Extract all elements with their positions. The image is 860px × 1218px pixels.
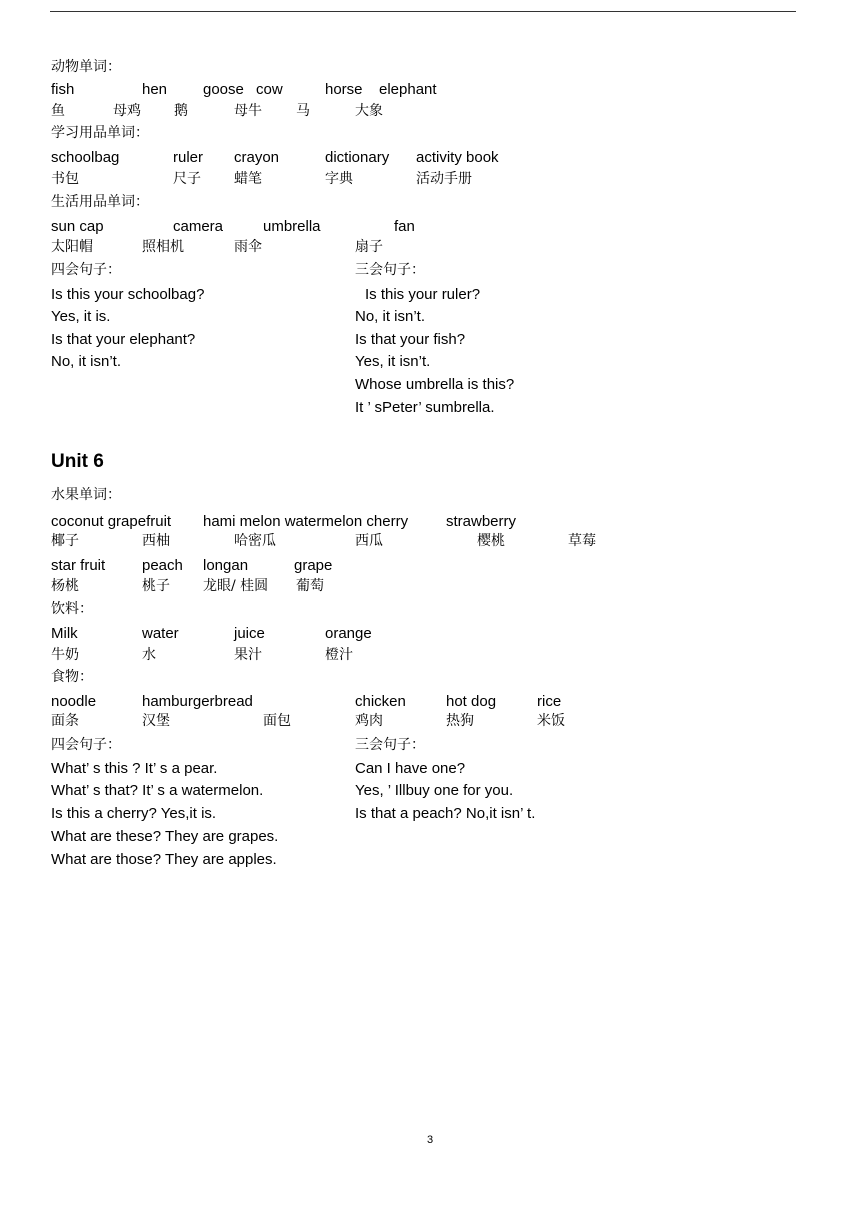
four-skill-sentence: Is this a cherry? Yes,it is.: [51, 805, 217, 822]
food-heading: 食物：: [51, 669, 93, 685]
three-skill-sentence: Is that a peach? No,it isn’ t.: [355, 805, 536, 822]
word-rice: rice: [537, 693, 562, 710]
school-supplies-heading: 学习用品单词：: [51, 125, 149, 141]
meaning-hami-melon: 哈密瓜: [234, 533, 276, 549]
meaning-crayon: 蜡笔: [234, 171, 262, 187]
word-crayon: crayon: [234, 149, 280, 166]
three-skill-sentence: It ’ sPeter’ sumbrella.: [355, 399, 495, 416]
four-skill-sentence: Is that your elephant?: [51, 331, 196, 348]
meaning-cow: 母牛: [234, 103, 262, 119]
meaning-horse: 马: [296, 103, 310, 119]
word-orange: orange: [325, 625, 372, 642]
three-skill-sentence: Can I have one?: [355, 760, 466, 777]
word-grape: grape: [294, 557, 333, 574]
word-schoolbag: schoolbag: [51, 149, 120, 166]
four-skill-sentence: What’ s that? It’ s a watermelon.: [51, 782, 264, 799]
fruit-words-heading: 水果单词：: [51, 487, 121, 503]
meaning-chicken: 鸡肉: [355, 713, 383, 729]
meaning-watermelon: 西瓜: [355, 533, 383, 549]
meaning-umbrella: 雨伞: [234, 239, 262, 255]
word-water: water: [142, 625, 179, 642]
meaning-hamburger: 汉堡: [142, 713, 170, 729]
word-goose: goose: [203, 81, 244, 98]
meaning-coconut: 椰子: [51, 533, 79, 549]
word-noodle: noodle: [51, 693, 97, 710]
word-activity-book: activity book: [416, 149, 499, 166]
meaning-milk: 牛奶: [51, 647, 79, 663]
word-hen: hen: [142, 81, 168, 98]
word-fish: fish: [51, 81, 75, 98]
word-dictionary: dictionary: [325, 149, 390, 166]
four-skill-sentence: What are these? They are grapes.: [51, 828, 279, 845]
page-number: 3: [427, 1134, 434, 1146]
unit-title: Unit 6: [51, 451, 104, 472]
four-skill-sentence: What’ s this ? It’ s a pear.: [51, 760, 218, 777]
meaning-elephant: 大象: [355, 103, 383, 119]
three-skill-sentence: Yes, ’ Illbuy one for you.: [355, 782, 514, 799]
meaning-dictionary: 字典: [325, 171, 353, 187]
meaning-longan: 龙眼/ 桂圆: [203, 578, 269, 594]
word-star-fruit: star fruit: [51, 557, 106, 574]
animal-words-heading: 动物单词：: [51, 59, 121, 75]
meaning-water: 水: [142, 647, 156, 663]
four-skill-heading: 四会句子：: [51, 262, 121, 278]
meaning-activity-book: 活动手册: [416, 171, 472, 187]
word-hami-melon-watermelon-cherry: hami melon watermelon cherry: [203, 513, 409, 530]
word-strawberry: strawberry: [446, 513, 517, 530]
header-rule: [50, 11, 796, 12]
word-elephant: elephant: [379, 81, 437, 98]
four-skill-sentence: What are those? They are apples.: [51, 851, 277, 868]
three-skill-sentence: Yes, it isn’t.: [355, 353, 431, 370]
word-juice: juice: [234, 625, 265, 642]
meaning-schoolbag: 书包: [51, 171, 79, 187]
meaning-goose: 鹅: [174, 103, 188, 119]
word-cow: cow: [256, 81, 283, 98]
three-skill-sentence: Is that your fish?: [355, 331, 466, 348]
word-umbrella: umbrella: [263, 218, 321, 235]
meaning-noodle: 面条: [51, 713, 79, 729]
meaning-peach: 桃子: [142, 578, 170, 594]
word-hamburgerbread: hamburgerbread: [142, 693, 253, 710]
four-skill-sentence: Yes, it is.: [51, 308, 111, 325]
meaning-grapefruit: 西柚: [142, 533, 170, 549]
meaning-camera: 照相机: [142, 239, 184, 255]
three-skill-heading: 三会句子：: [355, 737, 425, 753]
drinks-heading: 饮料：: [51, 601, 93, 617]
word-ruler: ruler: [173, 149, 204, 166]
word-longan: longan: [203, 557, 249, 574]
daily-items-heading: 生活用品单词：: [51, 194, 149, 210]
three-skill-sentence: No, it isn’t.: [355, 308, 426, 325]
word-chicken: chicken: [355, 693, 406, 710]
word-camera: camera: [173, 218, 224, 235]
meaning-orange: 橙汁: [325, 647, 353, 663]
meaning-star-fruit: 杨桃: [51, 578, 79, 594]
word-peach: peach: [142, 557, 183, 574]
meaning-strawberry: 草莓: [568, 533, 596, 549]
meaning-hen: 母鸡: [113, 103, 141, 119]
word-milk: Milk: [51, 625, 78, 642]
four-skill-heading: 四会句子：: [51, 737, 121, 753]
meaning-cherry: 樱桃: [477, 533, 505, 549]
word-sun-cap: sun cap: [51, 218, 104, 235]
word-horse: horse: [325, 81, 363, 98]
meaning-grape: 葡萄: [296, 578, 324, 594]
three-skill-sentence: Whose umbrella is this?: [355, 376, 515, 393]
meaning-bread: 面包: [263, 713, 291, 729]
four-skill-sentence: No, it isn’t.: [51, 353, 122, 370]
word-fan: fan: [394, 218, 415, 235]
meaning-hot-dog: 热狗: [446, 713, 474, 729]
three-skill-sentence: Is this your ruler?: [365, 286, 481, 303]
meaning-ruler: 尺子: [173, 171, 201, 187]
meaning-fish: 鱼: [51, 103, 65, 119]
three-skill-heading: 三会句子：: [355, 262, 425, 278]
meaning-sun-cap: 太阳帽: [51, 239, 93, 255]
meaning-rice: 米饭: [537, 713, 565, 729]
word-coconut-grapefruit: coconut grapefruit: [51, 513, 172, 530]
meaning-juice: 果汁: [234, 647, 262, 663]
word-hot-dog: hot dog: [446, 693, 497, 710]
four-skill-sentence: Is this your schoolbag?: [51, 286, 205, 303]
meaning-fan: 扇子: [355, 239, 383, 255]
